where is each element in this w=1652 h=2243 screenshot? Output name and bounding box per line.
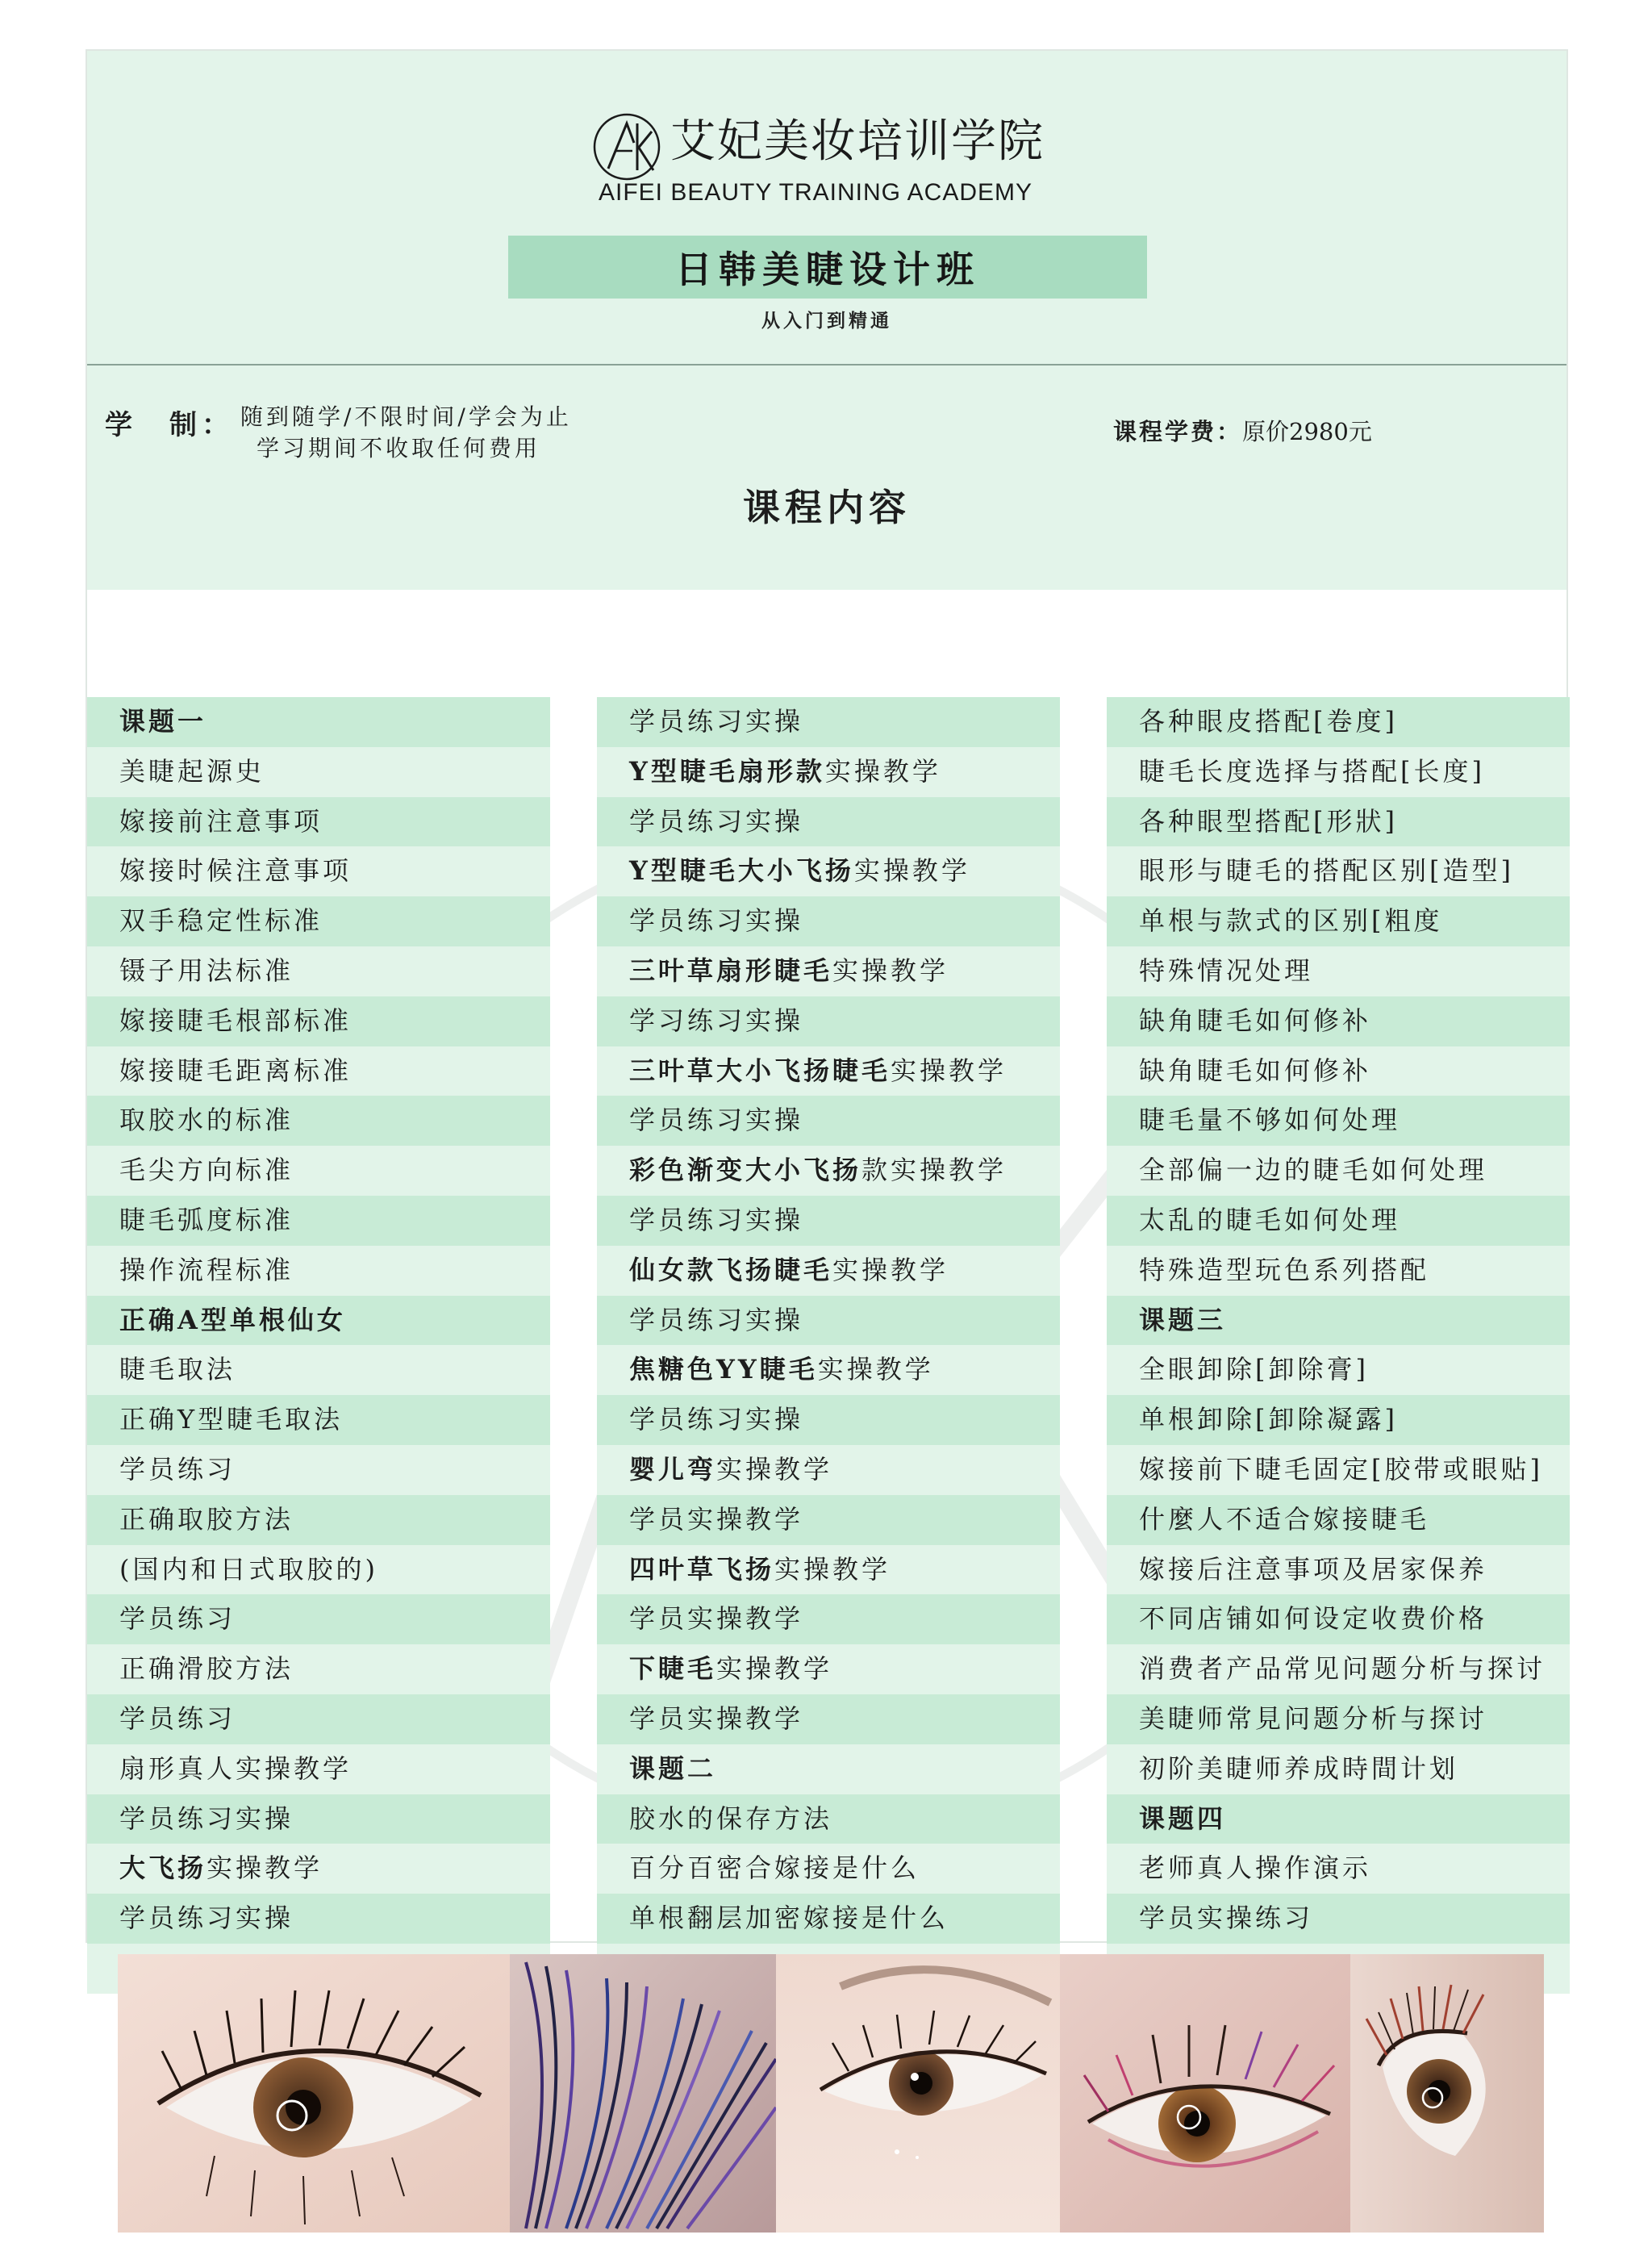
course-column-2 [597,697,1060,1994]
course-item: 正确滑胶方法 [87,1644,550,1694]
course-item: 单根翻层加密嫁接是什么 [597,1894,1060,1944]
course-item: 不同店铺如何设定收费价格 [1107,1594,1570,1644]
course-item: 什麼人不适合嫁接睫毛 [1107,1495,1570,1545]
course-item [597,1046,1060,1096]
course-item-highlight: 下睫毛 [629,1653,717,1685]
course-item: 操作流程标准 [87,1246,550,1296]
course-item: 学员练习实操 [597,797,1060,847]
eye-photo-2 [776,1954,1060,2233]
course-item: 缺角睫毛如何修补 [1107,996,1570,1046]
course-item: 学员练习实操 [597,1096,1060,1146]
course-item: 学员练习实操 [597,1296,1060,1346]
study-system-line-2: 学习期间不收取任何费用 [257,435,541,462]
course-item: (国内和日式取胶的) [87,1545,550,1595]
eye-photo-3 [1060,1954,1350,2233]
course-item: 全部偏一边的睫毛如何处理 [1107,1146,1570,1196]
academy-logo [586,98,1070,211]
course-item: 学员练习实操 [597,1196,1060,1246]
course-item: 嫁接睫毛距离标准 [87,1046,550,1096]
course-item: 嫁接前注意事项 [87,797,550,847]
course-item: 胶水的保存方法 [597,1794,1060,1844]
course-item: 学员练习实操 [87,1894,550,1944]
course-item: 学员练习 [87,1694,550,1744]
course-item-highlight: 大飞扬 [119,1852,207,1884]
class-subtitle: 从入门到精通 [761,310,892,332]
course-item-highlight: Y型睫毛扇形款 [629,755,825,787]
eye-photo-1 [118,1954,510,2233]
course-item [597,1146,1060,1196]
course-item: 各种眼型搭配[形狀] [1107,797,1570,847]
course-topic-heading: 课题四 [1107,1794,1570,1844]
course-item-text: 款实操教学 [861,1155,1007,1186]
course-item-highlight: 三叶草扇形睫毛 [629,954,833,986]
course-topic-heading: 课题三 [1107,1296,1570,1346]
course-item: 学员练习实操 [597,896,1060,946]
course-column-3 [1107,697,1570,1994]
course-item: 学员实操教学 [597,1694,1060,1744]
course-item: 老师真人操作演示 [1107,1844,1570,1894]
course-item: 学员实操教学 [597,1594,1060,1644]
course-item: 双手稳定性标准 [87,896,550,946]
course-item-highlight: 彩色渐变大小飞扬 [629,1155,862,1186]
course-item: 太乱的睫毛如何处理 [1107,1196,1570,1246]
course-item: 学员练习实操 [597,1395,1060,1445]
course-column-1 [87,697,550,1994]
study-system-line-1: 随到随学/不限时间/学会为止 [240,403,572,430]
course-item: 单根与款式的区别[粗度 [1107,896,1570,946]
eye-photo-4 [1350,1954,1544,2233]
course-item [597,1644,1060,1694]
course-item-text: 实操教学 [774,1553,891,1585]
course-item [597,1445,1060,1495]
course-item: 嫁接前下睫毛固定[胶带或眼贴] [1107,1445,1570,1495]
course-item: 学员练习实操 [87,1794,550,1844]
logo-chinese-name: 艾妃美妆培训学院 [670,115,1045,168]
course-item-highlight: Y型睫毛大小飞扬 [629,855,854,887]
course-item: 学习练习实操 [597,996,1060,1046]
logo-english-name: AIFEI BEAUTY TRAINING ACADEMY [599,179,1033,206]
course-item: 美睫起源史 [87,747,550,797]
course-item: 特殊情况处理 [1107,946,1570,996]
course-item: 学员练习 [87,1594,550,1644]
course-item: 单根卸除[卸除凝露] [1107,1395,1570,1445]
course-item: 睫毛弧度标准 [87,1196,550,1246]
course-item: 嫁接后注意事项及居家保养 [1107,1545,1570,1595]
tuition-fee-label: 课程学费： [1113,418,1243,445]
course-item-highlight: 三叶草大小飞扬睫毛 [629,1055,891,1086]
course-topic-heading: 课题一 [87,697,550,747]
tuition-fee-value: 原价2980元 [1242,418,1372,445]
course-item: 学员实操练习 [1107,1894,1570,1944]
course-sheet [86,49,1568,1943]
course-item: 学员实操教学 [597,1495,1060,1545]
course-item: 睫毛量不够如何处理 [1107,1096,1570,1146]
header-panel [87,51,1566,590]
course-item-text: 实操教学 [853,855,970,887]
course-item: 毛尖方向标准 [87,1146,550,1196]
course-item: 正确取胶方法 [87,1495,550,1545]
course-item: 嫁接睫毛根部标准 [87,996,550,1046]
course-item: 学员练习 [87,1445,550,1495]
tuition-fee [1113,414,1372,447]
course-item: 缺角睫毛如何修补 [1107,1046,1570,1096]
course-item: 嫁接时候注意事项 [87,846,550,896]
course-item-text: 实操教学 [206,1852,323,1884]
course-item [597,1345,1060,1395]
course-item-text: 实操教学 [891,1055,1007,1086]
course-item: 特殊造型玩色系列搭配 [1107,1246,1570,1296]
course-item: 镊子用法标准 [87,946,550,996]
course-item: 学员练习实操 [597,697,1060,747]
course-item: 睫毛取法 [87,1345,550,1395]
course-item: 全眼卸除[卸除膏] [1107,1345,1570,1395]
study-system-label: 学 制： [105,409,234,441]
course-item-highlight: 焦糖色YY睫毛 [629,1354,818,1385]
course-item-highlight: 婴儿弯 [629,1453,717,1485]
course-item-text: 实操教学 [832,954,949,986]
course-item: 眼形与睫毛的搭配区别[造型] [1107,846,1570,896]
course-item-text: 实操教学 [832,1254,949,1285]
course-topic-heading: 正确A型单根仙女 [87,1296,550,1346]
course-item: 取胶水的标准 [87,1096,550,1146]
header-divider [87,364,1566,365]
course-item-highlight: 四叶草飞扬 [629,1553,775,1585]
class-title: 日韩美睫设计班 [508,236,1147,299]
lash-closeup-photo [510,1954,776,2233]
course-item [87,1844,550,1894]
course-item: 美睫师常見问题分析与探讨 [1107,1694,1570,1744]
course-item-highlight: 仙女款飞扬睫毛 [629,1254,833,1285]
course-item [597,846,1060,896]
course-item: 各种眼皮搭配[卷度] [1107,697,1570,747]
course-item: 睫毛长度选择与搭配[长度] [1107,747,1570,797]
course-item [597,1246,1060,1296]
course-item: 扇形真人实操教学 [87,1744,550,1794]
course-item: 初阶美睫师养成時間计划 [1107,1744,1570,1794]
course-item: 正确Y型睫毛取法 [87,1395,550,1445]
course-item: 百分百密合嫁接是什么 [597,1844,1060,1894]
logo-mark-icon [592,112,661,182]
course-item [597,1545,1060,1595]
course-item [597,747,1060,797]
photo-strip [118,1954,1544,2233]
course-item-text: 实操教学 [817,1354,934,1385]
course-content-title: 课程内容 [743,486,911,529]
course-item-text: 实操教学 [716,1653,833,1685]
course-item [597,946,1060,996]
course-item-text: 实操教学 [716,1453,833,1485]
course-item: 消费者产品常见问题分析与探讨 [1107,1644,1570,1694]
course-item-text: 实操教学 [824,755,941,787]
course-topic-heading: 课题二 [597,1744,1060,1794]
